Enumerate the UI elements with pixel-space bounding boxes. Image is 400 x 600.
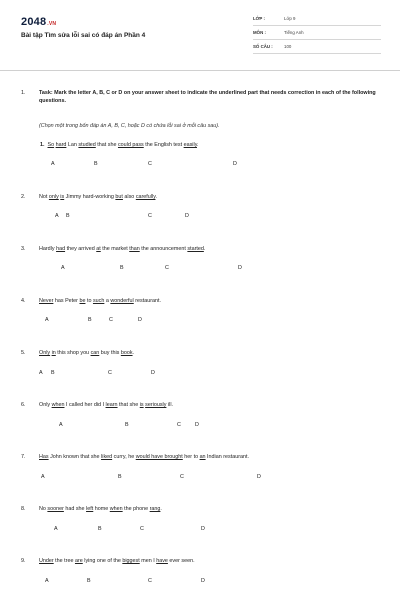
logo-text: 2048 [21, 16, 47, 28]
question-text [39, 557, 195, 565]
sentence-text: a [104, 298, 111, 304]
question-text [39, 245, 205, 253]
sentence-text: Jimmy hard-working [64, 194, 116, 200]
answer-letter-a: A [45, 317, 49, 323]
question-text [39, 349, 134, 357]
answer-letter-c: C [180, 474, 184, 480]
task-hint: (Chọn một trong bốn đáp án A, B, C, hoặc D có chứa lỗi sai ở mỗi câu sau). [39, 123, 220, 129]
header-divider [0, 70, 400, 71]
answer-letter-b: B [87, 578, 91, 584]
answer-letter-c: C [177, 422, 181, 428]
task-text: Task: Mark the letter A, B, C or D on your answer sheet to indicate the underlined part that needs correction in each of the following questions. [39, 90, 376, 104]
sentence-text: curry, he [112, 454, 136, 460]
question-text [39, 401, 173, 409]
answer-letter-a: A [61, 265, 65, 271]
answer-letter-a: A [45, 578, 49, 584]
answer-letter-d: D [151, 370, 155, 376]
underlined-part: started [187, 246, 204, 252]
underlined-part: could pass [117, 142, 144, 148]
underlined-part: Under [39, 558, 54, 564]
meta-subject-label: MÔN : [253, 30, 266, 35]
answer-letters-3 [0, 265, 400, 273]
site-logo[interactable] [21, 16, 56, 28]
answer-letter-d: D [201, 526, 205, 532]
underlined-part: wonderful [110, 298, 134, 304]
sentence-text: the market [100, 246, 130, 252]
sentence-text: No [39, 506, 48, 512]
underlined-part: an [199, 454, 206, 460]
question-number: 2. [21, 194, 26, 200]
underlined-part: in [51, 350, 56, 356]
underlined-part: biggest [122, 558, 140, 564]
meta-count-row [253, 40, 381, 54]
question-number: 7. [21, 454, 26, 460]
underlined-part: have [156, 558, 168, 564]
answer-letter-a: A [59, 422, 63, 428]
underlined-part: but [115, 194, 123, 200]
underlined-part: learn [105, 402, 118, 408]
page-title: Bài tập Tìm sửa lỗi sai có đáp án Phần 4 [21, 32, 146, 39]
sentence-text: home [93, 506, 110, 512]
answer-letter-c: C [148, 161, 152, 167]
sentence-text: Indian restaurant. [205, 454, 250, 460]
meta-class-row [253, 12, 381, 26]
underlined-part: when [51, 402, 65, 408]
underlined-part: easily [183, 142, 197, 148]
sentence-text: I called her did I [64, 402, 106, 408]
question-number: 6. [21, 402, 26, 408]
sentence-text: they arrived [65, 246, 97, 252]
question-text [40, 141, 199, 149]
answer-letters-2 [0, 213, 400, 221]
answer-letter-d: D [201, 578, 205, 584]
underlined-part: hard [55, 142, 67, 148]
underlined-part: book [120, 350, 133, 356]
sentence-text: that she [95, 142, 118, 148]
underlined-part: be [79, 298, 86, 304]
answer-letter-c: C [148, 578, 152, 584]
answer-letter-b: B [118, 474, 122, 480]
answer-letter-c: C [108, 370, 112, 376]
underlined-part: is [60, 194, 65, 200]
question-number: 8. [21, 506, 26, 512]
answer-letters-9 [0, 578, 400, 586]
sentence-text: Hardly [39, 246, 57, 252]
answer-letters-6 [0, 422, 400, 430]
sentence-text: John known that she [48, 454, 102, 460]
answer-letter-d: D [233, 161, 237, 167]
answer-letter-c: C [109, 317, 113, 323]
sentence-text: that she [117, 402, 140, 408]
task-number: 1. [21, 90, 26, 96]
sentence-text: has Peter [53, 298, 80, 304]
meta-count-label: SỐ CÂU : [253, 44, 273, 49]
answer-letter-d: D [185, 213, 189, 219]
meta-count-value: 100 [284, 44, 292, 49]
answer-letters-7 [0, 474, 400, 482]
underlined-part: seriously [145, 402, 167, 408]
answer-letter-d: D [257, 474, 261, 480]
sentence-text: also [122, 194, 136, 200]
answer-letter-b: B [125, 422, 129, 428]
underlined-part: than [129, 246, 140, 252]
underlined-part: are [74, 558, 83, 564]
sentence-text: lying one of the [82, 558, 123, 564]
meta-subject-row [253, 26, 381, 40]
answer-letter-c: C [148, 213, 152, 219]
sentence-text: this shop you [55, 350, 91, 356]
answer-letter-b: B [88, 317, 92, 323]
sentence-text: . [197, 142, 199, 148]
question-text [39, 297, 161, 305]
sentence-text: to [85, 298, 93, 304]
question-number: 4. [21, 298, 26, 304]
answer-letter-d: D [238, 265, 242, 271]
answer-letter-a: A [55, 213, 59, 219]
underlined-part: sooner [47, 506, 64, 512]
underlined-part: is [139, 402, 144, 408]
underlined-part: had [56, 246, 66, 252]
question-text [39, 193, 157, 201]
sentence-text: . [132, 350, 135, 356]
underlined-part: rang [149, 506, 161, 512]
underlined-part: such [92, 298, 105, 304]
underlined-part: only [48, 194, 59, 200]
question-number: 5. [21, 350, 26, 356]
meta-class-label: LỚP : [253, 16, 265, 21]
sentence-text: Only [39, 402, 52, 408]
answer-letter-d: D [138, 317, 142, 323]
logo-suffix: .VN [47, 21, 57, 27]
sentence-text: had she [63, 506, 87, 512]
answer-letter-b: B [66, 213, 70, 219]
underlined-part: at [96, 246, 101, 252]
underlined-part: Only [39, 350, 51, 356]
sentence-text: buy this [99, 350, 121, 356]
sentence-text: . [160, 506, 162, 512]
sentence-text: . [155, 194, 157, 200]
sentence-text: her to [182, 454, 200, 460]
underlined-part: when [109, 506, 123, 512]
answer-letter-b: B [120, 265, 124, 271]
sentence-text: men I [139, 558, 157, 564]
question-text [39, 505, 162, 513]
question-text [39, 453, 249, 461]
underlined-part: studied [78, 142, 96, 148]
underlined-part: liked [101, 454, 113, 460]
sentence-text: the English test [143, 142, 184, 148]
answer-letter-b: B [51, 370, 55, 376]
answer-letter-b: B [94, 161, 98, 167]
answer-letter-a: A [51, 161, 55, 167]
underlined-part: Has [39, 454, 49, 460]
sentence-text: the phone [122, 506, 150, 512]
answer-letter-a: A [39, 370, 43, 376]
underlined-part: can [90, 350, 100, 356]
underlined-part: So [47, 142, 55, 148]
question-number: 9. [21, 558, 26, 564]
answer-letters-8 [0, 526, 400, 534]
underlined-part: carefully [135, 194, 156, 200]
sentence-text: Lan [66, 142, 79, 148]
question-number: 1. [40, 142, 45, 148]
sentence-text: Not [39, 194, 49, 200]
answer-letters-1 [0, 161, 400, 169]
meta-class-value: Lớp 9 [284, 16, 296, 21]
answer-letters-5 [0, 370, 400, 378]
answer-letters-4 [0, 317, 400, 325]
answer-letter-a: A [41, 474, 45, 480]
question-number: 3. [21, 246, 26, 252]
sentence-text: the announcement [139, 246, 188, 252]
answer-letter-a: A [54, 526, 58, 532]
meta-subject-value: Tiếng Anh [284, 30, 304, 35]
underlined-part: left [86, 506, 94, 512]
underlined-part: would have brought [135, 454, 183, 460]
answer-letter-c: C [140, 526, 144, 532]
answer-letter-b: B [98, 526, 102, 532]
sentence-text: restaurant. [133, 298, 162, 304]
sentence-text: ever seen. [167, 558, 195, 564]
sentence-text: the tree [53, 558, 75, 564]
answer-letter-c: C [165, 265, 169, 271]
underlined-part: Never [39, 298, 54, 304]
sentence-text: ill. [166, 402, 174, 408]
sentence-text: . [203, 246, 206, 252]
page-header [0, 0, 400, 64]
answer-letter-d: D [195, 422, 199, 428]
